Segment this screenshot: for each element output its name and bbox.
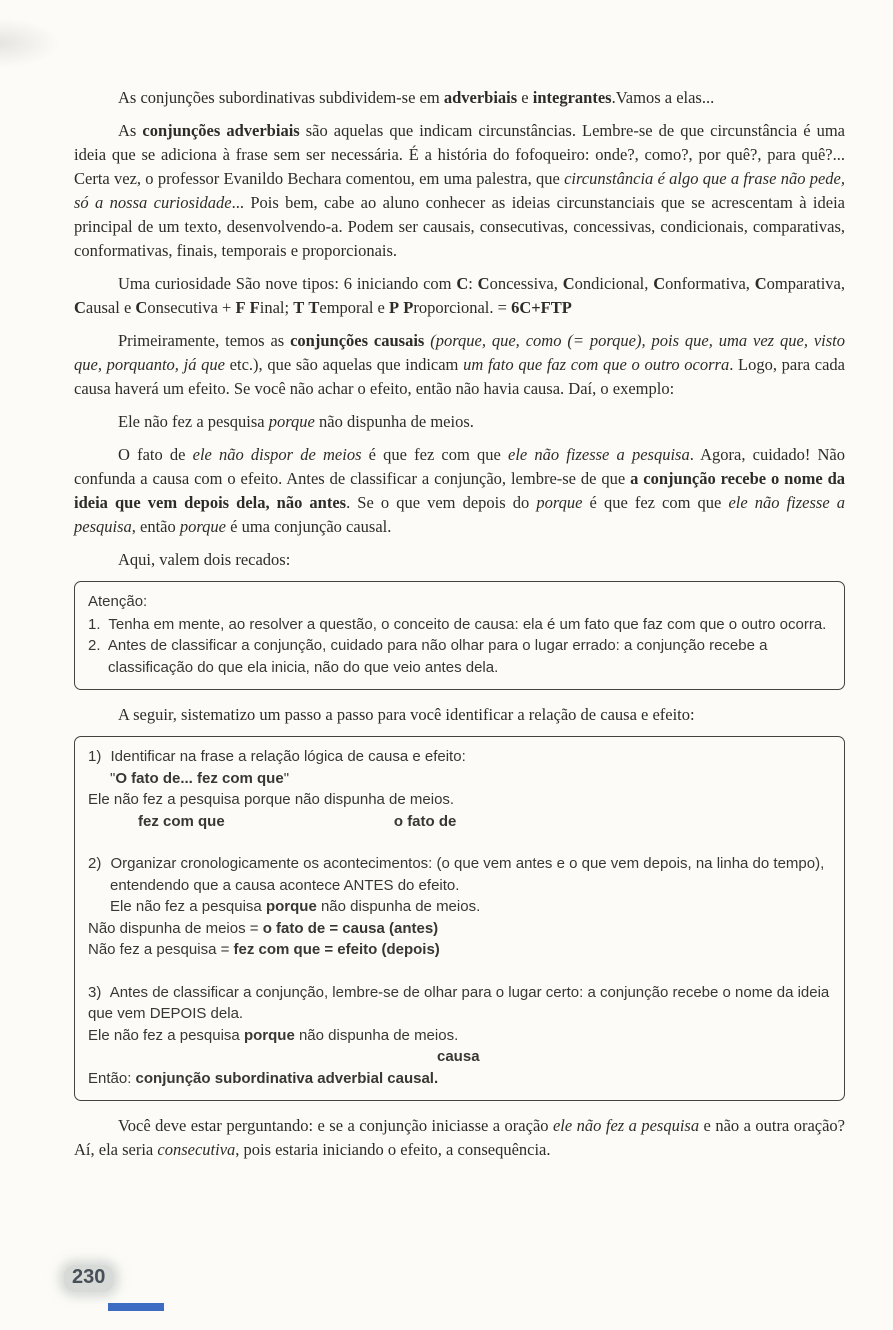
step-text	[110, 855, 824, 894]
text-segment: oncessiva,	[489, 274, 563, 293]
step-2-heading	[88, 853, 831, 896]
text-segment: "	[283, 769, 290, 787]
text-segment: Identificar na frase a relação lógica de causa e efeito:	[110, 748, 466, 765]
text-segment: T	[308, 298, 320, 317]
text-segment: porque	[265, 898, 317, 915]
text-segment: . Agora, cuidado! Não confunda a causa com o efeito. Antes de classificar a conjunção, lembre-se de que	[74, 445, 845, 488]
text-segment: Uma curiosidade São nove tipos: 6 iniciando com	[118, 274, 457, 293]
text-segment: P	[389, 298, 400, 317]
text-segment: F	[249, 298, 260, 317]
step-number: 2)	[88, 855, 102, 872]
steps-box	[74, 736, 845, 1101]
text-segment: porque	[268, 412, 315, 431]
text-segment: Ele não fez a pesquisa	[88, 1026, 244, 1044]
item-number: 1.	[88, 615, 101, 633]
step-3-heading	[88, 982, 831, 1025]
attention-item-1	[88, 614, 831, 636]
text-segment: ondicional,	[574, 274, 654, 293]
text-segment: são aquelas que indicam circunstâncias. Lembre-se de que circunstância é uma ideia que se adiciona à frase sem ser necessária. É a história do fofoqueiro: onde?, como?, por quê?, para quê?... Certa vez, o professor Evanildo Bechara comentou, em uma palestra, que	[74, 121, 845, 188]
text-segment: consecutiva	[157, 1140, 236, 1159]
attention-item-2	[88, 635, 831, 678]
step-3-annotation	[88, 1046, 831, 1068]
text-segment: porque	[536, 493, 583, 512]
text-segment: Então:	[88, 1069, 136, 1087]
text-segment: roporcional. =	[413, 298, 512, 317]
text-segment: (porque, que, como (= porque), pois que, uma vez que, visto que, porquanto, já que	[74, 331, 845, 374]
text-segment: C	[653, 274, 666, 293]
step-3-sentence	[88, 1025, 831, 1047]
step-number: 3)	[88, 983, 102, 1001]
text-segment: e não a outra oração? Aí, ela seria	[74, 1116, 845, 1159]
text-segment: ausal e	[85, 298, 136, 317]
item-text	[108, 616, 826, 633]
text-segment: .Vamos a elas...	[611, 88, 715, 107]
step-2-causa-line	[88, 918, 831, 940]
label-fez-com-que: fez com que	[138, 812, 225, 830]
text-segment: Ele não fez a pesquisa	[110, 898, 266, 915]
text-segment: C	[562, 274, 575, 293]
step-number: 1)	[88, 748, 102, 765]
text-segment: C	[456, 274, 469, 293]
text-segment: porque	[179, 517, 226, 536]
text-segment: ... Pois bem, cabe ao aluno conhecer as ideias circunstanciais que se acrescentam à ideia principal de um texto, desenvolvendo-a. Podem ser causais, consecutivas, concessivas, condicionais, comparativas, conformativas, finais, temporais e proporcionais.	[74, 193, 846, 260]
text-segment: Não dispunha de meios =	[88, 919, 263, 937]
text-segment: As conjunções subordinativas subdividem-se em	[118, 88, 444, 107]
step-2-efeito-line	[88, 939, 831, 961]
text-segment: conjunções adverbiais	[142, 121, 300, 140]
text-segment: , pois estaria iniciando o efeito, a consequência.	[235, 1140, 551, 1159]
text-segment: O fato de	[118, 445, 193, 464]
text-segment: Antes de classificar a conjunção, cuidado para não olhar para o lugar errado: a conjunção recebe a classificação do que ela inicia, não do que veio antes dela.	[107, 637, 768, 676]
text-segment: emporal e	[319, 298, 390, 317]
text-segment: Ele não fez a pesquisa	[118, 412, 269, 431]
step-1-labels	[88, 811, 831, 833]
decoration-bar	[108, 1303, 164, 1311]
text-segment: Tenha em mente, ao resolver a questão, o conceito de causa: ela é um fato que faz com que o outro ocorra.	[108, 615, 827, 633]
item-number: 2.	[88, 637, 101, 654]
text-segment: onsecutiva +	[147, 298, 236, 317]
page-number: 230	[64, 1265, 114, 1292]
label-o-fato-de: o fato de	[393, 812, 457, 830]
text-segment: não dispunha de meios.	[316, 898, 481, 915]
text-segment: C	[135, 298, 148, 317]
step-1	[88, 746, 831, 832]
step-3	[88, 982, 831, 1090]
text-segment: C	[74, 298, 86, 317]
text-segment: é que fez com que	[582, 493, 729, 512]
step-text	[111, 748, 466, 765]
text-segment: ele não fizesse a pesquisa	[74, 493, 845, 536]
text-segment: um fato que faz com que o outro ocorra	[463, 355, 730, 374]
text-segment: inal;	[259, 298, 294, 317]
attention-box	[74, 581, 845, 690]
step-2	[88, 853, 831, 961]
scan-artifact	[0, 18, 60, 68]
step-1-quote	[88, 768, 831, 790]
text-segment: "	[110, 769, 116, 787]
text-segment: adverbiais	[443, 88, 518, 107]
attention-title: Atenção:	[88, 593, 148, 610]
text-segment: Antes de classificar a conjunção, lembre-se de olhar para o lugar certo: a conjunção recebe o nome da ideia que vem DEPOIS dela.	[88, 983, 830, 1022]
text-segment: e	[517, 88, 533, 107]
step-text	[88, 984, 829, 1023]
paragraph-closing	[74, 1114, 845, 1162]
text-segment: P	[403, 298, 414, 317]
text-segment: . Logo, para cada causa haverá um efeito. Se você não achar o efeito, então não havia causa. Daí, o exemplo:	[74, 355, 845, 398]
text-segment: As	[118, 121, 143, 140]
step-2-sentence	[88, 896, 831, 918]
text-segment: a conjunção recebe o nome da ideia que vem depois dela, não antes	[74, 469, 845, 512]
step-1-heading	[88, 746, 831, 768]
text-segment: Ele não fez a pesquisa porque não dispunha de meios.	[88, 791, 455, 808]
text-segment: ele não dispor de meios	[192, 445, 362, 464]
text-segment: T	[293, 298, 305, 317]
text-segment: O fato de... fez com que	[115, 769, 284, 787]
text-segment: é que fez com que	[361, 445, 508, 464]
text-segment: C	[477, 274, 490, 293]
step-1-sentence	[88, 789, 831, 811]
text-segment: Primeiramente, temos as	[118, 331, 291, 350]
paragraph-recados	[74, 548, 845, 572]
text-segment: A seguir, sistematizo um passo a passo para você identificar a relação de causa e efeito:	[118, 705, 695, 724]
text-segment: porque	[243, 1026, 295, 1044]
example-sentence	[74, 410, 845, 434]
text-segment: etc.), que são aquelas que indicam	[224, 355, 464, 374]
text-segment: não dispunha de meios.	[294, 1026, 459, 1044]
text-segment: omparativa,	[766, 274, 845, 293]
text-segment: conjunção subordinativa adverbial causal.	[135, 1069, 439, 1087]
paragraph-intro	[74, 86, 845, 110]
text-segment: conjunções causais	[290, 331, 425, 350]
text-segment: . Se o que vem depois do	[346, 493, 537, 512]
text-segment: Aqui, valem dois recados:	[118, 550, 291, 569]
text-segment: Organizar cronologicamente os acontecimentos: (o que vem antes e o que vem depois, na linha do tempo), entendendo que a causa acontece ANTES do efeito.	[110, 855, 825, 894]
text-segment: C	[754, 274, 767, 293]
text-segment: circunstância é algo que a frase não pede, só a nossa curiosidade	[74, 169, 845, 212]
step-3-conclusion	[88, 1068, 831, 1090]
text-segment: , então	[131, 517, 180, 536]
text-segment: é uma conjunção causal.	[226, 517, 392, 536]
text-segment: Não fez a pesquisa =	[88, 941, 234, 958]
text-segment: ele não fez a pesquisa	[552, 1116, 700, 1135]
text-segment: fez com que = efeito (depois)	[233, 941, 440, 958]
text-segment: integrantes	[532, 88, 612, 107]
paragraph-conjuncoes-causais	[74, 329, 845, 401]
item-text	[108, 637, 768, 676]
paragraph-causa-efeito	[74, 443, 845, 539]
text-segment: F	[235, 298, 246, 317]
text-segment: 6C+FTP	[511, 298, 572, 317]
paragraph-curiosidade	[74, 272, 845, 320]
text-segment: :	[468, 274, 478, 293]
text-segment: onformativa,	[665, 274, 755, 293]
paragraph-conjuncoes-adverbiais	[74, 119, 845, 263]
text-segment: o fato de = causa (antes)	[262, 919, 439, 937]
causa-label: causa	[437, 1048, 480, 1065]
paragraph-passo-a-passo	[74, 703, 845, 727]
text-segment: ele não fizesse a pesquisa	[508, 445, 690, 464]
text-segment: não dispunha de meios.	[314, 412, 474, 431]
text-segment: Você deve estar perguntando: e se a conjunção iniciasse a oração	[118, 1116, 553, 1135]
